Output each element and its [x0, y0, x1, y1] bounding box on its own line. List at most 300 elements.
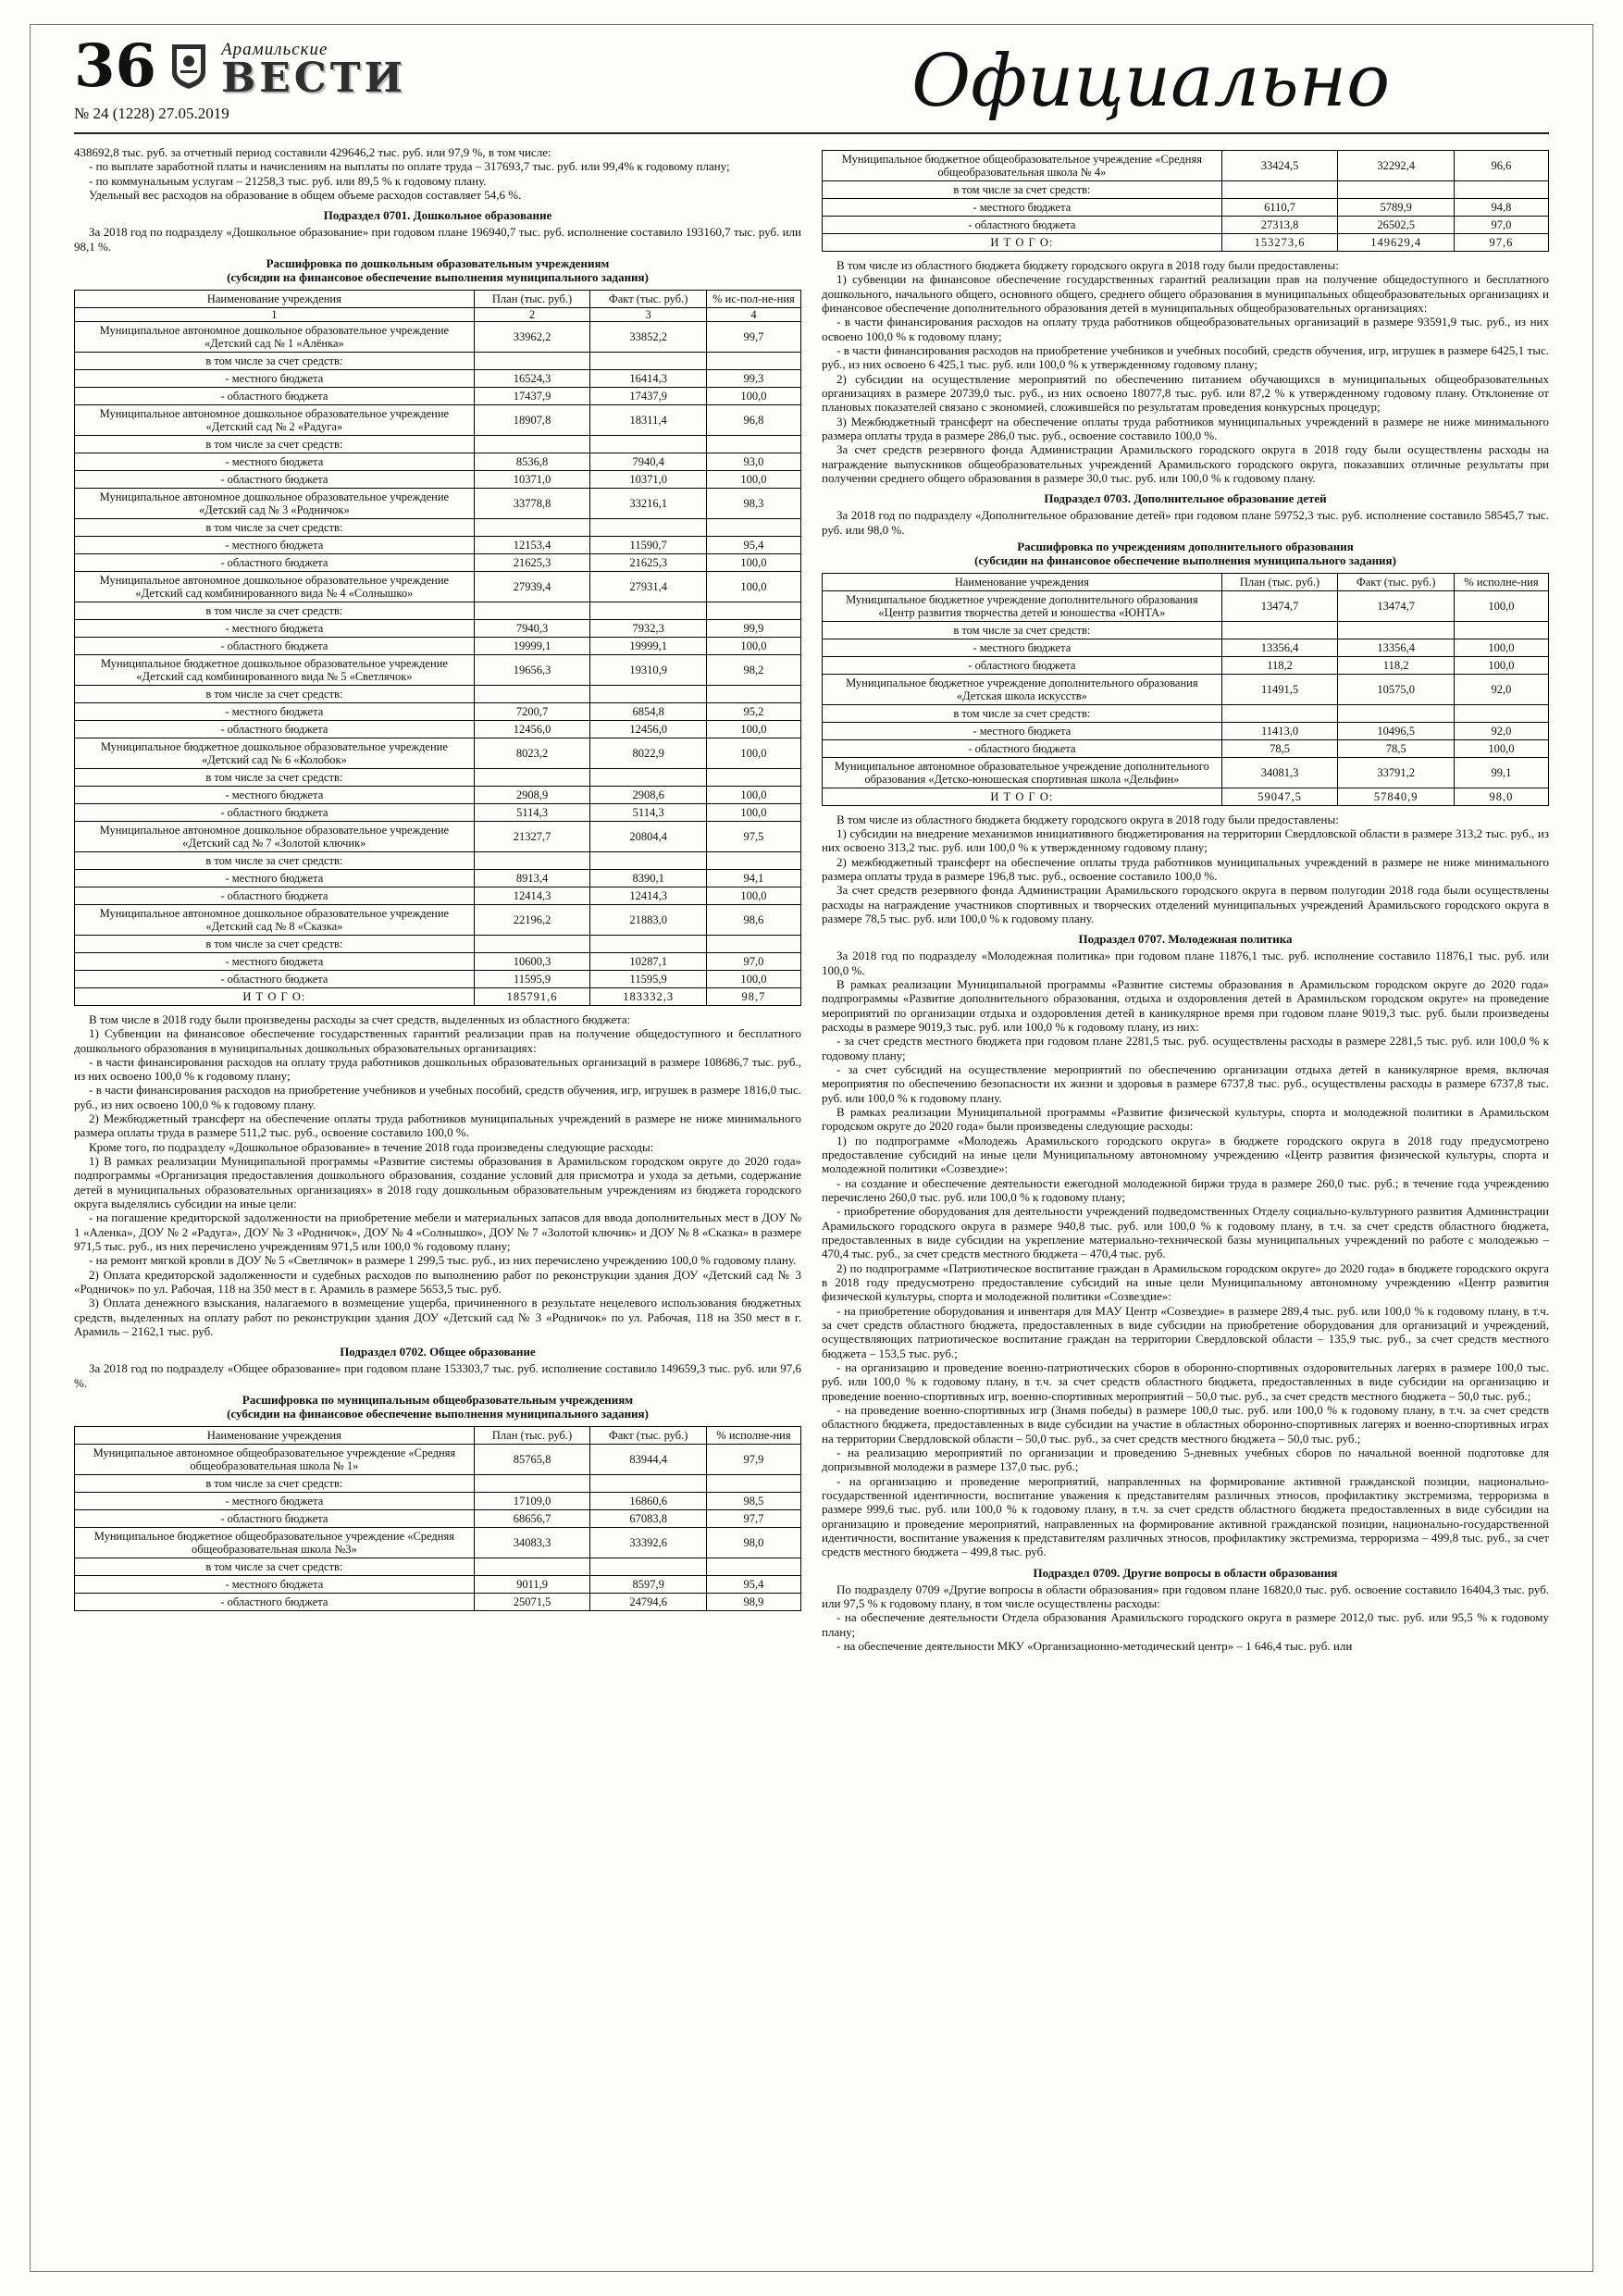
row-label: Муниципальное автономное дошкольное образовательное учреждение «Детский сад № 7 «Золотой ключик» — [75, 821, 475, 851]
cell-value: 26502,5 — [1338, 217, 1455, 234]
cell-value: 6854,8 — [590, 702, 707, 720]
table-row — [75, 869, 801, 887]
paragraph: 1) субсидии на внедрение механизмов инициативного бюджетирования на территории Свердловской области в размере 313,2 тыс. руб., из них освоено 313,2 тыс. руб. или 100,0 % к утвержденному годовому плану; — [822, 826, 1549, 855]
table-row — [75, 935, 801, 952]
row-label: - местного бюджета — [823, 722, 1222, 739]
coat-of-arms-icon — [169, 43, 208, 91]
paragraph: 3) Межбюджетный трансферт на обеспечение оплаты труда работников муниципальных учреждений в размере не ниже минимального размера оплаты труда в размере 286,0 тыс. руб., освоение составило 100,0 %. — [822, 414, 1549, 442]
cell-value: 7200,7 — [474, 702, 590, 720]
cell-value: 10600,3 — [474, 952, 590, 970]
paragraph: - за счет средств местного бюджета при годовом плане 2281,5 тыс. руб. осуществлены расходы в размере 2281,5 тыс. руб. или 100,0 % к годовому плану; — [822, 1034, 1549, 1062]
cell-value: 7940,4 — [590, 453, 707, 470]
paragraph: Кроме того, по подразделу «Дошкольное образование» в течение 2018 года произведены следующие расходы: — [89, 1139, 654, 1154]
table-row — [75, 1509, 801, 1527]
table-row — [823, 621, 1549, 639]
table-row — [75, 352, 801, 369]
preschool-institutions-table — [74, 290, 801, 1006]
paragraph: 3) Оплата денежного взыскания, налагаемого в возмещение ущерба, причиненного в результате нецелевого использования бюджетных средств, выделенных на оплату работ по реконструкции здания ДОУ «Детский сад № 3 «Родничок» по ул. Рабочая, 118 на 350 мест в г. Арамиль – 2162,1 тыс. руб. — [74, 1296, 801, 1339]
section-heading: Подраздел 0709. Другие вопросы в области образования — [1033, 1565, 1338, 1580]
cell-value: 2 — [474, 307, 590, 321]
table-row — [75, 1444, 801, 1474]
cell-value: 10496,5 — [1338, 722, 1455, 739]
table-header-row — [823, 573, 1549, 590]
cell-value: 33216,1 — [590, 488, 707, 518]
table-row — [75, 904, 801, 935]
paragraph: В рамках реализации Муниципальной программы «Развитие физической культуры, спорта и молодежной политики в Арамильском городском округе до 2020 года» были произведены следующие расходы: — [822, 1105, 1549, 1134]
cell-value: 149629,4 — [1338, 234, 1455, 252]
brand-city: Арамильские — [221, 40, 328, 59]
cell-value: 16524,3 — [474, 369, 590, 387]
cell-value — [474, 685, 590, 702]
cell-value: 6110,7 — [1221, 199, 1338, 217]
cell-value — [474, 352, 590, 369]
paragraph: - на организацию и проведение военно-патриотических сборов в оборонно-спортивных оздоровительных лагерях в размере 100,0 тыс. руб. или 100,0 % к годовому плану, в т.ч. за счет средств областного бюджета, предоставленных в виде субсидии на организацию и проведение военно-спортивных игр, военно-спортивных мероприятий – 50,0 тыс. руб., за счет средств местного бюджета – 50,0 тыс. руб.; — [822, 1359, 1549, 1403]
cell-value: 95,2 — [706, 702, 800, 720]
cell-value: 118,2 — [1221, 656, 1338, 674]
cell-value: 33392,6 — [590, 1527, 707, 1558]
cell-value: 85765,8 — [474, 1444, 590, 1474]
row-label: в том числе за счет средств: — [75, 435, 475, 453]
cell-value: 4 — [706, 307, 800, 321]
paragraph: - на приобретение оборудования и инвентаря для МАУ Центр «Созвездие» в размере 289,4 тыс. руб. или 100,0 % к годовому плану, в т.ч. за счет средств областного бюджета, предоставленных в виде субсидии на приобретение оборудования для организаций и учреждений, осуществляющих патриотическое воспитание граждан на территории Свердловской области – 135,9 тыс. руб., за счет средств местного бюджета – 153,5 тыс. руб.; — [822, 1303, 1549, 1360]
row-label: - областного бюджета — [75, 1509, 475, 1527]
cell-value: 100,0 — [1454, 656, 1548, 674]
cell-value: 92,0 — [1454, 674, 1548, 704]
table-caption — [74, 1394, 801, 1421]
row-label: Муниципальное бюджетное учреждение дополнительного образования «Центр развития творчества детей и юношества «ЮНТА» — [823, 590, 1222, 621]
cell-value: 78,5 — [1221, 739, 1338, 757]
cell-value: 97,5 — [706, 821, 800, 851]
column-header: План (тыс. руб.) — [474, 290, 590, 307]
cell-value: 11413,0 — [1221, 722, 1338, 739]
cell-value: 97,0 — [706, 952, 800, 970]
cell-value: 96,6 — [1454, 151, 1548, 181]
row-label: И Т О Г О: — [823, 788, 1222, 805]
row-label: - местного бюджета — [75, 1575, 475, 1593]
table-caption — [74, 257, 801, 285]
cell-value: 2908,6 — [590, 786, 707, 803]
cell-value: 2908,9 — [474, 786, 590, 803]
additional-education-table — [822, 573, 1549, 806]
cell-value: 11595,9 — [590, 970, 707, 987]
paragraph: 2) Оплата кредиторской задолженности и судебных расходов по выполнению работ по реконструкции здания ДОУ «Детский сад № 3 «Родничок» по ул. Рабочая, 118 на 350 мест в г. Арамиль в размере 5653,5 тыс. руб. — [74, 1267, 801, 1297]
table-row — [75, 720, 801, 738]
cell-value — [706, 685, 800, 702]
table-caption-line: (субсидии на финансовое обеспечение выполнения муниципального задания) — [227, 1406, 649, 1421]
table-row — [823, 234, 1549, 252]
cell-value: 12414,3 — [590, 887, 707, 904]
row-label: в том числе за счет средств: — [75, 685, 475, 702]
cell-value: 33424,5 — [1221, 151, 1338, 181]
column-header: Факт (тыс. руб.) — [590, 290, 707, 307]
cell-value — [474, 935, 590, 952]
cell-value: 33962,2 — [474, 321, 590, 352]
row-label: Муниципальное бюджетное общеобразовательное учреждение «Средняя общеобразовательная школа № 4» — [823, 151, 1222, 181]
table-header-row — [75, 290, 801, 307]
cell-value: 100,0 — [1454, 639, 1548, 656]
cell-value: 33852,2 — [590, 321, 707, 352]
paragraph: - по выплате заработной платы и начислениям на выплаты по оплате труда – 317693,7 тыс. руб. или 99,4% к годовому плану; — [89, 159, 730, 174]
cell-value: 20804,4 — [590, 821, 707, 851]
cell-value: 97,7 — [706, 1509, 800, 1527]
paragraph: - на погашение кредиторской задолженности на приобретение мебели и материальных запасов для ввода дополнительных мест в ДОУ № 1 «Аленка», ДОУ № 2 «Радуга», ДОУ № 3 «Родничок», ДОУ № 4 «Солнышко», ДОУ № 7 «Золотой ключик» и ДОУ № 8 «Сказка» в размере 971,5 тыс. руб., из них перечислено учреждениям 971,5 или 100,0 % годовому плану; — [74, 1210, 801, 1254]
row-label: Муниципальное автономное дошкольное образовательное учреждение «Детский сад № 3 «Родничок» — [75, 488, 475, 518]
cell-value: 9011,9 — [474, 1575, 590, 1593]
table-row — [75, 1593, 801, 1610]
cell-value: 96,8 — [706, 404, 800, 435]
paragraph: 1) по подпрограмме «Молодежь Арамильского городского округа» в бюджете городского округа в 2018 году предусмотрено предоставление субсидий на иные цели Муниципальному автономному учреждению «Центр развития физической культуры, спорта и молодежной политики «Созвездие»: — [822, 1133, 1549, 1176]
cell-value — [474, 1474, 590, 1492]
row-label: - местного бюджета — [75, 952, 475, 970]
table-row — [75, 685, 801, 702]
cell-value: 97,6 — [1454, 234, 1548, 252]
cell-value: 8536,8 — [474, 453, 590, 470]
cell-value — [474, 435, 590, 453]
row-label: Муниципальное бюджетное дошкольное образовательное учреждение «Детский сад комбинированного вида № 5 «Светлячок» — [75, 654, 475, 685]
cell-value: 57840,9 — [1338, 788, 1455, 805]
cell-value: 21327,7 — [474, 821, 590, 851]
paragraph: - на создание и обеспечение деятельности ежегодной молодежной биржи труда в размере 260,0 тыс. руб.; в течение года учреждению перечислено 260,0 тыс. руб. или 100,0 % к годовому плану; — [822, 1175, 1549, 1204]
table-row — [75, 970, 801, 987]
column-header: Наименование учреждения — [75, 1426, 475, 1444]
table-row — [75, 453, 801, 470]
paragraph: За 2018 год по подразделу «Дополнительное образование детей» при годовом плане 59752,3 тыс. руб. исполнение составило 58545,7 тыс. руб. или 98,0 %. — [822, 508, 1549, 537]
cell-value — [1338, 704, 1455, 722]
cell-value: 100,0 — [1454, 739, 1548, 757]
paragraph: - приобретение оборудования для деятельности учреждений подведомственных Отделу социально-культурного развития Администрации Арамильского городского округа в размере 940,8 тыс. руб. или 100,0 % к годовому плану, в т.ч. за счет средств областного бюджета, предоставленных в виде субсидии на укрепление материально-технической базы муниципальных учреждений по работе с молодежью – 470,4 тыс. руб., за счет средств местного бюджета – 470,4 тыс. руб. — [822, 1204, 1549, 1261]
cell-value: 100,0 — [706, 720, 800, 738]
cell-value: 98,7 — [706, 987, 800, 1005]
table-row — [823, 722, 1549, 739]
row-label: Муниципальное автономное дошкольное образовательное учреждение «Детский сад № 1 «Алёнка» — [75, 321, 475, 352]
paragraph: В рамках реализации Муниципальной программы «Развитие системы образования в Арамильском городском округе до 2020 года» подпрограммы «Развитие дополнительного образования, отдыха и оздоровления детей в Арамильском городском округе» на проведение мероприятий по организации отдыха и оздоровления детей в каникулярное время при годовом плане 9019,3 тыс. руб. были произведены расходы в размере 9019,3 тыс. руб. или 100,0 % к годовому плану, из них: — [822, 977, 1549, 1035]
table-row — [75, 987, 801, 1005]
row-label: - местного бюджета — [823, 639, 1222, 656]
table-row — [823, 151, 1549, 181]
cell-value: 17437,9 — [590, 387, 707, 404]
table-row — [75, 803, 801, 821]
row-label: - областного бюджета — [75, 887, 475, 904]
paragraph: В том числе в 2018 году были произведены расходы за счет средств, выделенных из областного бюджета: — [89, 1011, 631, 1026]
table-caption-line: (субсидии на финансовое обеспечение выполнения муниципального задания) — [974, 552, 1396, 567]
cell-value: 21625,3 — [590, 553, 707, 571]
cell-value: 8023,2 — [474, 738, 590, 768]
row-label: в том числе за счет средств: — [75, 768, 475, 786]
cell-value: 17109,0 — [474, 1492, 590, 1509]
row-label: И Т О Г О: — [75, 987, 475, 1005]
cell-value: 100,0 — [706, 387, 800, 404]
cell-value: 19999,1 — [474, 637, 590, 654]
cell-value: 19656,3 — [474, 654, 590, 685]
cell-value: 100,0 — [706, 553, 800, 571]
row-label: - областного бюджета — [75, 1593, 475, 1610]
cell-value: 21883,0 — [590, 904, 707, 935]
paragraph: В том числе из областного бюджета бюджету городского округа в 2018 году были предоставлены: — [836, 258, 1339, 272]
paragraph: - за счет субсидий на осуществление мероприятий по обеспечению организации отдыха детей в каникулярное время, включая мероприятия по обеспечению безопасности их жизни и здоровья в размере 6737,8 тыс. руб., осуществлены расходы в размере 6737,8 тыс. руб. или 100,0 % к годовому плану. — [822, 1062, 1549, 1105]
section-heading: Подраздел 0701. Дошкольное образование — [323, 208, 552, 223]
cell-value: 94,1 — [706, 869, 800, 887]
table-row — [75, 1575, 801, 1593]
cell-value: 13474,7 — [1221, 590, 1338, 621]
paragraph: - на обеспечение деятельности МКУ «Организационно-методический центр» – 1 646,4 тыс. руб. или — [836, 1638, 1353, 1653]
cell-value: 153273,6 — [1221, 234, 1338, 252]
row-label: в том числе за счет средств: — [75, 352, 475, 369]
table-header-row — [75, 1426, 801, 1444]
table-row — [75, 851, 801, 869]
cell-value: 99,3 — [706, 369, 800, 387]
paragraph: За счет средств резервного фонда Администрации Арамильского городского округа в первом полугодии 2018 года были осуществлены расходы на награждение участников спортивных и творческих отделений муниципальных учреждений Арамильского городского округа в размере 78,5 тыс. руб. или 100,0 % к годовому плану. — [822, 883, 1549, 926]
cell-value — [1338, 181, 1455, 199]
table-caption — [822, 540, 1549, 568]
paragraph: За счет средств резервного фонда Администрации Арамильского городского округа в 2018 году были осуществлены расходы на награждение выпускников общеобразовательных учреждений Арамильского городского округа, показавших отличные результаты при получении среднего общего образования в размере 30,0 тыс. руб. или 100,0 % к годовому плану. — [822, 442, 1549, 485]
row-label: в том числе за счет средств: — [75, 935, 475, 952]
row-label: в том числе за счет средств: — [823, 181, 1222, 199]
table-row — [823, 590, 1549, 621]
cell-value: 18907,8 — [474, 404, 590, 435]
column-header: Факт (тыс. руб.) — [590, 1426, 707, 1444]
cell-value: 8597,9 — [590, 1575, 707, 1593]
table-row — [75, 1474, 801, 1492]
cell-value — [590, 602, 707, 619]
cell-value — [590, 851, 707, 869]
table-row — [823, 704, 1549, 722]
cell-value: 11590,7 — [590, 536, 707, 553]
table-row — [75, 1558, 801, 1575]
section-heading: Подраздел 0703. Дополнительное образование детей — [1044, 491, 1327, 506]
paragraph: - в части финансирования расходов на оплату труда работников дошкольных образовательных организаций в размере 108686,7 тыс. руб., из них освоено 100,0 % к годовому плану; — [74, 1054, 801, 1084]
paragraph: - на проведение военно-спортивных игр (Знамя победы) в размере 100,0 тыс. руб. или 100,0 % к годовому плану, в т.ч. за счет средств областного бюджета, предоставленных в виде субсидии на участие в областных оборонно-спортивных лагерях и военно-спортивных играх на территории Свердловской области – 50,0 тыс. руб., за счет средств местного бюджета – 50,0 тыс. руб.; — [822, 1402, 1549, 1446]
newspaper-brand — [221, 40, 407, 102]
cell-value — [474, 518, 590, 536]
cell-value: 19999,1 — [590, 637, 707, 654]
paragraph: 438692,8 тыс. руб. за отчетный период составили 429646,2 тыс. руб. или 97,9 %, в том числе: — [74, 145, 551, 159]
cell-value — [1454, 704, 1548, 722]
table-row — [75, 702, 801, 720]
table-row — [75, 321, 801, 352]
section-title: Официально — [911, 40, 1391, 123]
cell-value — [590, 518, 707, 536]
paragraph: 2) Межбюджетный трансферт на обеспечение оплаты труда работников муниципальных учреждений в размере не ниже минимального размера оплаты труда в размере 511,2 тыс. руб., освоение составило 100,0 %. — [74, 1111, 801, 1140]
table-caption-line: Расшифровка по учреждениям дополнительного образования — [1017, 539, 1354, 553]
row-label: Муниципальное бюджетное общеобразовательное учреждение «Средняя общеобразовательная школа №3» — [75, 1527, 475, 1558]
cell-value: 78,5 — [1338, 739, 1455, 757]
cell-value: 27313,8 — [1221, 217, 1338, 234]
cell-value: 34081,3 — [1221, 757, 1338, 788]
paragraph: 1) В рамках реализации Муниципальной программы «Развитие системы образования в Арамильском городском округе до 2020 года» подпрограммы «Организация предоставления дошкольного образования, создание условий для присмотра и ухода за детьми, содержание детей в муниципальных образовательных организациях» в 2018 году дошкольным образовательным учреждениям из бюджета городского округа выделялись субсидии на иные цели: — [74, 1154, 801, 1211]
row-label: - областного бюджета — [75, 970, 475, 987]
row-label: - областного бюджета — [823, 656, 1222, 674]
cell-value: 12456,0 — [590, 720, 707, 738]
right-column — [822, 145, 1549, 1653]
row-label: - областного бюджета — [75, 470, 475, 488]
table-row — [75, 602, 801, 619]
cell-value: 183332,3 — [590, 987, 707, 1005]
cell-value: 99,1 — [1454, 757, 1548, 788]
table-row — [75, 488, 801, 518]
masthead-divider — [74, 132, 1549, 134]
cell-value: 83944,4 — [590, 1444, 707, 1474]
cell-value: 100,0 — [706, 470, 800, 488]
cell-value — [590, 352, 707, 369]
cell-value: 10371,0 — [590, 470, 707, 488]
row-label: Муниципальное бюджетное дошкольное образовательное учреждение «Детский сад № 6 «Колобок» — [75, 738, 475, 768]
masthead-left — [74, 31, 752, 123]
cell-value: 93,0 — [706, 453, 800, 470]
row-label: Муниципальное автономное дошкольное образовательное учреждение «Детский сад № 8 «Сказка» — [75, 904, 475, 935]
cell-value: 24794,6 — [590, 1593, 707, 1610]
cell-value: 11595,9 — [474, 970, 590, 987]
cell-value: 99,9 — [706, 619, 800, 637]
cell-value: 118,2 — [1338, 656, 1455, 674]
row-label: 1 — [75, 307, 475, 321]
row-label: - местного бюджета — [75, 786, 475, 803]
cell-value: 13356,4 — [1338, 639, 1455, 656]
cell-value — [1338, 621, 1455, 639]
column-header: План (тыс. руб.) — [1221, 573, 1338, 590]
table-row — [823, 199, 1549, 217]
cell-value: 19310,9 — [590, 654, 707, 685]
row-label: - местного бюджета — [75, 619, 475, 637]
left-column — [74, 145, 801, 1653]
cell-value — [474, 851, 590, 869]
cell-value: 99,7 — [706, 321, 800, 352]
table-row — [75, 369, 801, 387]
cell-value — [706, 935, 800, 952]
cell-value — [590, 935, 707, 952]
cell-value: 100,0 — [706, 887, 800, 904]
paragraph: В том числе из областного бюджета бюджету городского округа в 2018 году были предоставлены: — [836, 812, 1339, 826]
row-label: в том числе за счет средств: — [823, 621, 1222, 639]
cell-value: 25071,5 — [474, 1593, 590, 1610]
cell-value: 100,0 — [706, 786, 800, 803]
cell-value — [474, 602, 590, 619]
cell-value: 100,0 — [706, 571, 800, 602]
cell-value: 100,0 — [706, 738, 800, 768]
cell-value: 92,0 — [1454, 722, 1548, 739]
paragraph: За 2018 год по подразделу «Общее образование» при годовом плане 153303,7 тыс. руб. исполнение составило 149659,3 тыс. руб. или 97,6 %. — [74, 1361, 801, 1390]
paragraph: 2) субсидии на осуществление мероприятий по обеспечению питанием обучающихся в муниципальных общеобразовательных организациях в размере 20739,0 тыс. руб., из них освоено 18077,8 тыс. руб. или 87,2 % к утвержденному годовому плану. Отклонение от плановых показателей связано с экономией, сложившейся по результатам проведения конкурсных процедур; — [822, 371, 1549, 415]
row-label: Муниципальное автономное дошкольное образовательное учреждение «Детский сад комбинированного вида № 4 «Солнышко» — [75, 571, 475, 602]
cell-value — [706, 1558, 800, 1575]
cell-value: 12414,3 — [474, 887, 590, 904]
cell-value — [706, 518, 800, 536]
row-label: - областного бюджета — [75, 387, 475, 404]
cell-value: 98,6 — [706, 904, 800, 935]
cell-value: 100,0 — [706, 803, 800, 821]
cell-value — [1454, 621, 1548, 639]
cell-value: 16414,3 — [590, 369, 707, 387]
cell-value: 185791,6 — [474, 987, 590, 1005]
cell-value: 67083,8 — [590, 1509, 707, 1527]
table-row — [823, 639, 1549, 656]
paragraph: - в части финансирования расходов на приобретение учебников и учебных пособий, средств обучения, игр, игрушек в размере 6425,1 тыс. руб., из них освоено 6 425,1 тыс. руб. или 100,0 % к утвержденному годовому плану; — [822, 342, 1549, 372]
cell-value — [590, 1474, 707, 1492]
table-row — [75, 619, 801, 637]
cell-value: 100,0 — [706, 970, 800, 987]
table-row — [75, 738, 801, 768]
table-row — [75, 1527, 801, 1558]
table-row — [75, 387, 801, 404]
cell-value: 34083,3 — [474, 1527, 590, 1558]
cell-value: 8913,4 — [474, 869, 590, 887]
cell-value: 17437,9 — [474, 387, 590, 404]
paragraph: - в части финансирования расходов на приобретение учебников и учебных пособий, средств обучения, игр, игрушек в размере 1816,0 тыс. руб., из них освоено 100,0 % к годовому плану. — [74, 1083, 801, 1111]
row-label: - областного бюджета — [823, 739, 1222, 757]
row-label: - местного бюджета — [75, 536, 475, 553]
cell-value: 98,5 — [706, 1492, 800, 1509]
row-label: - областного бюджета — [75, 637, 475, 654]
row-label: - местного бюджета — [823, 199, 1222, 217]
column-header: Факт (тыс. руб.) — [1338, 573, 1455, 590]
table-row — [75, 1492, 801, 1509]
cell-value: 16860,6 — [590, 1492, 707, 1509]
cell-value: 11491,5 — [1221, 674, 1338, 704]
table-row — [823, 217, 1549, 234]
row-label: Муниципальное автономное дошкольное образовательное учреждение «Детский сад № 2 «Радуга» — [75, 404, 475, 435]
row-label: - местного бюджета — [75, 869, 475, 887]
paragraph: За 2018 год по подразделу «Дошкольное образование» при годовом плане 196940,7 тыс. руб. исполнение составило 193160,7 тыс. руб. или 98,1 %. — [74, 225, 801, 254]
cell-value: 5114,3 — [590, 803, 707, 821]
cell-value: 94,8 — [1454, 199, 1548, 217]
row-label: Муниципальное автономное образовательное учреждение дополнительного образования «Детско-юношеская спортивная школа «Дельфин» — [823, 757, 1222, 788]
section-heading: Подраздел 0707. Молодежная политика — [1078, 932, 1293, 947]
cell-value — [1221, 181, 1338, 199]
cell-value: 7940,3 — [474, 619, 590, 637]
row-label: в том числе за счет средств: — [75, 518, 475, 536]
table-row — [75, 307, 801, 321]
column-header: Наименование учреждения — [75, 290, 475, 307]
table-row — [75, 435, 801, 453]
article-columns — [43, 145, 1580, 1653]
cell-value: 13474,7 — [1338, 590, 1455, 621]
table-row — [823, 739, 1549, 757]
paragraph: - на обеспечение деятельности Отдела образования Арамильского городского округа в размере 2012,0 тыс. руб. или 95,5 % к годовому плану; — [822, 1610, 1549, 1639]
cell-value: 8390,1 — [590, 869, 707, 887]
cell-value: 95,4 — [706, 1575, 800, 1593]
column-header: План (тыс. руб.) — [474, 1426, 590, 1444]
cell-value: 27931,4 — [590, 571, 707, 602]
cell-value — [706, 1474, 800, 1492]
paragraph: Удельный вес расходов на образование в общем объеме расходов составляет 54,6 %. — [89, 187, 522, 202]
paragraph: - на ремонт мягкой кровли в ДОУ № 5 «Светлячок» в размере 1 299,5 тыс. руб., из них перечислено учреждению 100,0 % годовому плану. — [89, 1253, 797, 1268]
cell-value: 10371,0 — [474, 470, 590, 488]
row-label: - областного бюджета — [75, 720, 475, 738]
cell-value — [590, 435, 707, 453]
paragraph: 1) субвенции на финансовое обеспечение государственных гарантий реализации прав на получение общедоступного и бесплатного дошкольного, начального общего, основного общего, среднего общего образования в муниципальных общеобразовательных организациях и финансовое обеспечение дополнительного образования детей в муниципальных общеобразовательных организациях: — [822, 272, 1549, 315]
cell-value: 98,0 — [706, 1527, 800, 1558]
page-number: 36 — [74, 31, 157, 101]
row-label: - местного бюджета — [75, 702, 475, 720]
table-row — [75, 404, 801, 435]
row-label: в том числе за счет средств: — [823, 704, 1222, 722]
row-label: в том числе за счет средств: — [75, 1558, 475, 1575]
column-header: % ис-пол-не-ния — [706, 290, 800, 307]
cell-value: 32292,4 — [1338, 151, 1455, 181]
table-row — [823, 757, 1549, 788]
schools-table-part1 — [74, 1426, 801, 1611]
cell-value: 98,0 — [1454, 788, 1548, 805]
cell-value — [474, 768, 590, 786]
cell-value: 10287,1 — [590, 952, 707, 970]
row-label: в том числе за счет средств: — [75, 602, 475, 619]
cell-value — [706, 352, 800, 369]
table-row — [75, 654, 801, 685]
paragraph: - на реализацию мероприятий по организации и проведению 5-дневных учебных сборов по начальной военной подготовке для допризывной молодежи в размере 137,0 тыс. руб.; — [822, 1445, 1549, 1474]
paragraph: По подразделу 0709 «Другие вопросы в области образования» при годовом плане 16820,0 тыс. руб. освоение составило 16404,3 тыс. руб. или 97,5 % к годовому плану, в том числе осуществлены расходы: — [822, 1582, 1549, 1610]
row-label: - местного бюджета — [75, 369, 475, 387]
table-row — [75, 571, 801, 602]
paragraph: 2) межбюджетный трансферт на обеспечение оплаты труда работников муниципальных учреждений в размере не ниже минимального размера оплаты труда в размере 196,8 тыс. руб., освоение составило 100,0 %. — [822, 854, 1549, 884]
